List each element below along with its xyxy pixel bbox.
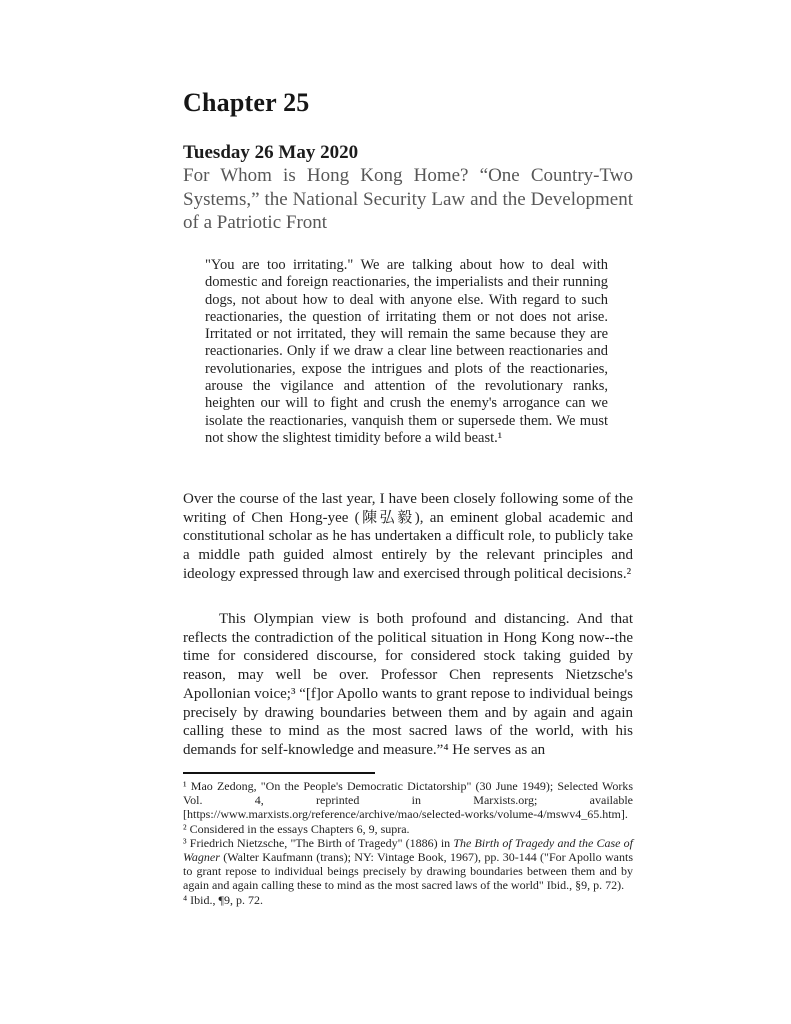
footnote-2: ² Considered in the essays Chapters 6, 9, supra. bbox=[183, 821, 410, 836]
page-content bbox=[183, 0, 633, 1024]
chapter-title: For Whom is Hong Kong Home? “One Country-Two Systems,” the National Security Law and the Development of a Patriotic Front bbox=[183, 165, 633, 233]
footnotes-block bbox=[183, 779, 633, 907]
body-paragraph-1: Over the course of the last year, I have been closely following some of the writing of Chen Hong-yee (陳弘毅), an eminent global academic and constitutional scholar as he has undertaken a difficult role, to publicly take a middle path guided almost entirely by the relevant principles and ideology expressed through law and exercised through political decisions.² bbox=[183, 491, 633, 582]
footnote-3-text: ³ Friedrich Nietzsche, "The Birth of Tragedy" (1886) in bbox=[183, 835, 454, 850]
chapter-heading: Chapter 25 bbox=[183, 88, 310, 117]
epigraph-quote: "You are too irritating." We are talking about how to deal with domestic and foreign reactionaries, the imperialists and their running dogs, not about how to deal with anyone else. With regard to such reactionaries, the question of irritating them or not does not arise. Irritated or not irritated, they will remain the same because they are reactionaries. Only if we draw a clear line between reactionaries and revolutionaries, expose the intrigues and plots of the reactionaries, arouse the vigilance and attention of the revolutionary ranks, heighten our will to fight and crush the enemy's arrogance can we isolate the reactionaries, vanquish them or supersede them. We must not show the slightest timidity before a wild beast.¹ bbox=[205, 257, 608, 446]
footnote-1: ¹ Mao Zedong, "On the People's Democratic Dictatorship" (30 June 1949); Selected Works Vol. 4, reprinted in Marxists.org; available [https://www.marxists.org/reference/archive/mao/selected-works/volume-4/mswv4_65.htm]. bbox=[183, 779, 633, 822]
footnote-3 bbox=[183, 836, 633, 893]
date-heading: Tuesday 26 May 2020 bbox=[183, 142, 359, 163]
body-paragraph-2: This Olympian view is both profound and distancing. And that reflects the contradiction of the political situation in Hong Kong now--the time for considered discourse, for considered stock taking guided by reason, may well be over. Professor Chen represents Nietzsche's Apollonian voice;³ “[f]or Apollo wants to grant repose to individual beings precisely by drawing boundaries between them and by again and again calling these to mind as the most sacred laws of the world, with his demands for self-knowledge and measure.”⁴ He serves as an bbox=[183, 611, 633, 758]
footnote-3-text-continued: (Walter Kaufmann (trans); NY: Vintage Book, 1967), pp. 30-144 ("For Apollo wants to grant repose to individual beings precisely by drawing boundaries between them and by again and again calling these to mind as the most sacred laws of the world" Ibid., §9, p. 72). bbox=[183, 850, 633, 893]
footnote-4: ⁴ Ibid., ¶9, p. 72. bbox=[183, 892, 263, 907]
footnote-separator-rule bbox=[183, 772, 375, 774]
footnote-3-book-title: The Birth of Tragedy and the Case of Wagner bbox=[183, 835, 633, 865]
